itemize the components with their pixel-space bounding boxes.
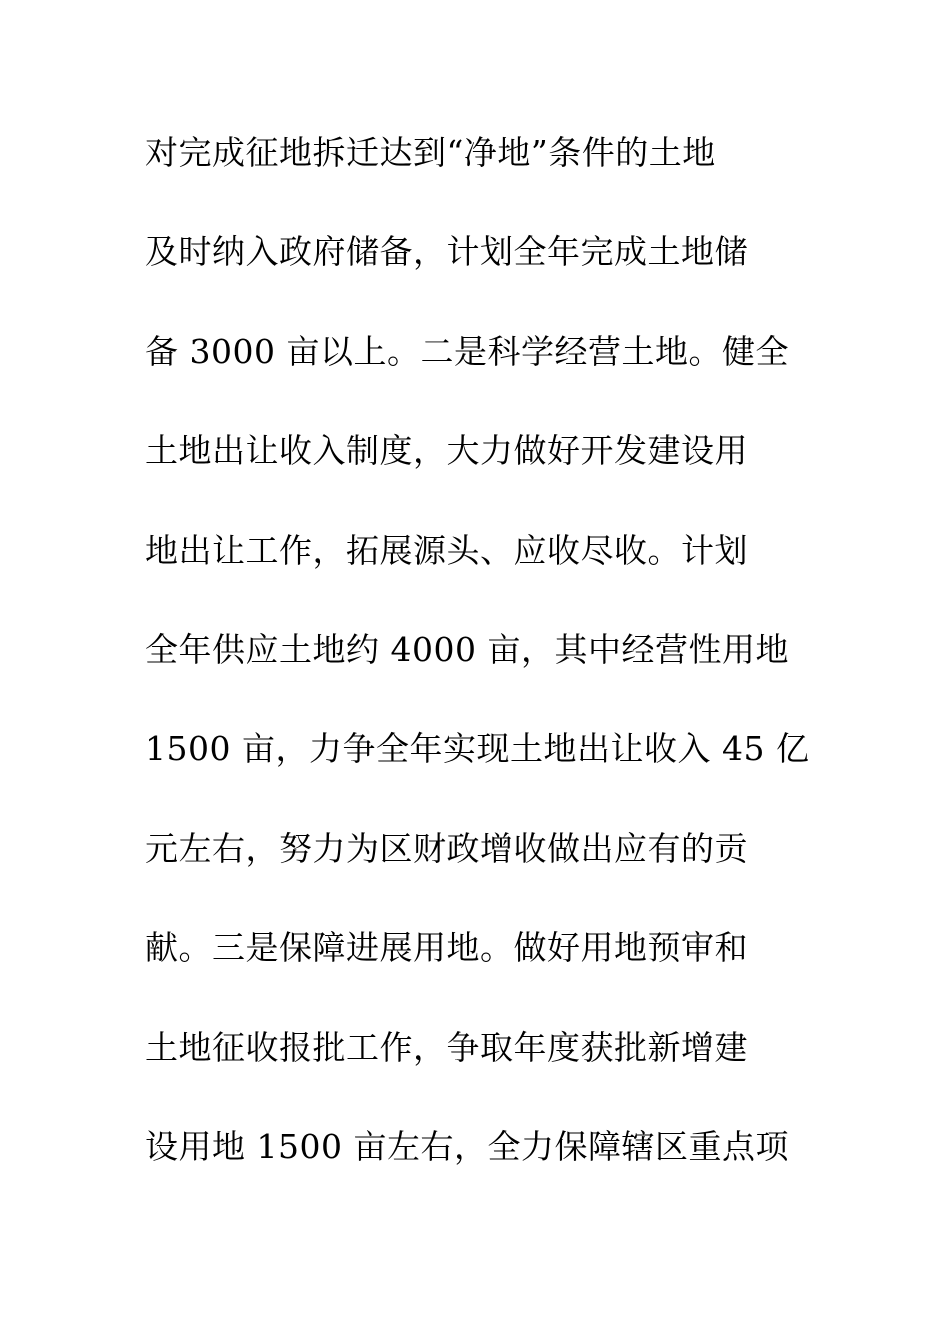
text-line: 对完成征地拆迁达到“净地”条件的土地 [145, 133, 716, 172]
text-line: 土地征收报批工作，争取年度获批新增建 [145, 1027, 748, 1067]
text-line: 设用地 1500 亩左右，全力保障辖区重点项 [145, 1126, 789, 1166]
text-line: 献。三是保障进展用地。做好用地预审和 [145, 928, 748, 968]
text-line: 及时纳入政府储备，计划全年完成土地储 [145, 232, 748, 272]
text-line: 备 3000 亩以上。二是科学经营土地。健全 [145, 331, 789, 371]
body-paragraph [145, 125, 815, 1218]
text-line: 土地出让收入制度，大力做好开发建设用 [145, 431, 748, 471]
text-line: 地出让工作，拓展源头、应收尽收。计划 [145, 530, 748, 570]
text-line: 元左右，努力为区财政增收做出应有的贡 [145, 828, 748, 868]
text-line: 全年供应土地约 4000 亩，其中经营性用地 [145, 629, 789, 669]
text-line: 1500 亩，力争全年实现土地出让收入 45 亿 [145, 729, 810, 769]
